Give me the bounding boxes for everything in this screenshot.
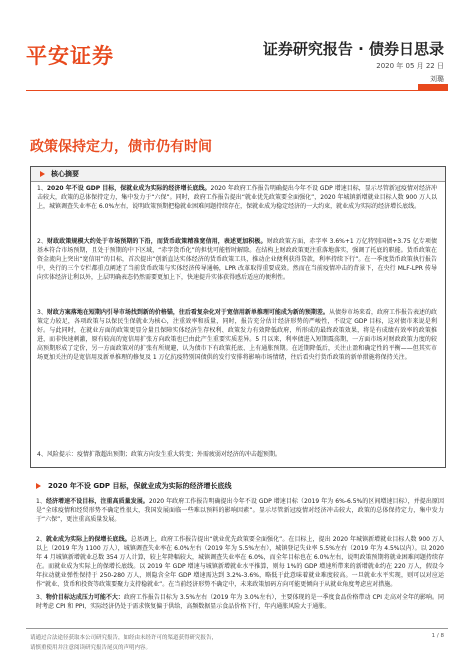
summary-item-text: 从债券市场来看，政府工作报告表述的政策定力较足，各项政策与以保民生保就业为核心，注重效率和质量，同时，报告充分估计经济形势的严峻性，不设定 GDP 目标，这对债市来说是利好。与此同时，在就业方面的政策更显分量且保障实体经济生存权利、政策发力有效降低政府，所形成的最终政策效果，将是有成绩有效率的政策推进，而非快速刺激，原有较高的宽信用扩张方向政策也已由此产生重要实质差异。5 月以来，利率债进入短期震荡期，一方面市场对财政政策力度的较高预期形成了定价，另一方面政策对的扩张有所规避，认为债市下有政策托底、上有通胀预期。在近期降低后，关注止盈和确定性的平衡——但其实市场更加关注的是宽信用及新单推理的修复及 1 万亿抗疫特别国债供的发行安排将影响市场情绪，往后看央行货币政策的新单措施将保持关注。 bbox=[37, 309, 437, 361]
body-item-lead: 经济增速不设目标，注重高质量发展。 bbox=[45, 498, 149, 505]
body-item-number: 3、 bbox=[36, 594, 46, 601]
summary-item-number: 4、 bbox=[37, 451, 47, 458]
summary-item-lead: 2020 年不设 GDP 目标，保就业成为实际的经济增长底线。 bbox=[46, 185, 211, 192]
body-item-text: 政府工作报告目标为 3.5%左右（2019 年为 3.0%左右），主要体现的是一季度食品价格带动 CPI 走高对全年的影响。同时考虑 CPI 和 PPI，实际经济仍处于需求恢复偏于供给，高频数据显示食品价格下行，年内通胀风险大于通胀。 bbox=[36, 594, 444, 610]
summary-item bbox=[37, 238, 437, 283]
report-author: 刘璐 bbox=[430, 75, 444, 83]
summary-box bbox=[30, 166, 446, 468]
page-headline: 政策保持定力，债市仍有时间 bbox=[30, 139, 212, 155]
summary-item-lead: 财政政策规模大约处于市场预期的下沿，而货币政策精准宽信用，表述更加积极。 bbox=[47, 238, 267, 245]
summary-label: 核心摘要 bbox=[51, 170, 79, 178]
report-title: 证券研究报告 · 债券日思录 bbox=[262, 40, 444, 58]
summary-item-lead: 财政方案落地在短期内引导市场找到新的价格锚，往后看复杂化对于宽信用新单推理可能成为新的预期差。 bbox=[46, 309, 329, 316]
summary-item-text: 财政政策方面，赤字率 3.6%+1 万亿特别国债+3.75 亿专项债基本符合市场预期，且处于预期的中下区域，“赤字货币化”的担忧可能暂时解除。在结构上财政政策更注重落地落实，强调了托底的职能。货币政策在资金流向上突出“宽信用”的目标，首次提出“创新直达实体经济的货币政策工具，推动企业便利获得贷款，利率持续下行”。在一季度货币政策执行报告中，央行的三个专栏都重点阐述了当前货币政策与实体经济传导通畅，LPR 改革取得重要成效。然而在当前疫情冲击的背景下，在央行 MLF-LPR 传导向实体经济让利以外，上层明确表态仍然需要更加上下，快速提升实体获得感后适应的便利性。 bbox=[37, 238, 437, 281]
summary-header bbox=[31, 167, 445, 182]
body-paragraph bbox=[36, 594, 444, 612]
report-date: 2020 年 05 月 22 日 bbox=[376, 62, 444, 70]
body-item-lead: 就业成为实际上的保增长底线。 bbox=[45, 536, 131, 543]
summary-item-number: 1、 bbox=[37, 185, 47, 192]
header-divider bbox=[26, 90, 448, 91]
body-item-lead: 物价目标达成压力可能不大： bbox=[45, 594, 124, 601]
triangle-bullet-icon bbox=[40, 171, 45, 177]
summary-item-text: 风险提示：疫情扩散超出预期；政策方向发生重大转变；外需疲弱对经济的冲击超预期。 bbox=[46, 451, 281, 458]
header-divider-accent bbox=[418, 84, 448, 90]
footer-disclaimer-line2: 请慎重使用并注意阅读研究报告尾页的声明内容。 bbox=[30, 645, 152, 651]
section-title: 2020 年不设 GDP 目标，保就业成为实际的经济增长底线 bbox=[48, 482, 232, 490]
summary-item-number: 2、 bbox=[37, 238, 48, 245]
summary-item bbox=[37, 451, 437, 460]
company-logo: 平安证券 bbox=[26, 44, 114, 68]
footer-divider bbox=[26, 628, 448, 629]
body-paragraph bbox=[36, 536, 444, 589]
body-paragraph bbox=[36, 498, 444, 525]
summary-item bbox=[37, 185, 437, 212]
body-item-number: 2、 bbox=[36, 536, 46, 543]
page-number: 1 / 8 bbox=[431, 633, 444, 639]
body-item-number: 1、 bbox=[36, 498, 46, 505]
summary-item-text: 2020 年政府工作报告明确提出今年不设 GDP 增速目标，显示尽管新冠疫情对经济冲击较大，政策的总体保持定力，集中发力于“六保”。同时，政府工作报告提出“就业优先政策要全面强化”，2020 年城镇新增就业目标人数 900 万人以上，城镇调查失业率在 6.0%左右，说明政策预期把稳就业困难问题持续存在，保就业成为稳定经济的一大约束，就业成为实际的经济增长底线。 bbox=[37, 185, 437, 210]
body-item-text: 总基调上，政府工作报告提出“就业优先政策要全面强化”。在目标上，提出 2020 年城镇新增就业目标人数 900 万人以上（2019 年为 1100 万人），城镇调查失业率在 6.0%左右（2019 年为 5.5%左右），城镇登记失业率 5.5%左右（2019 年为 4.5%以内）。以 2020 年 4 月城镇新增就业总数 354 万人计算，较上年降幅较大，城镇调查失业率在 6.0%，而全年目标也在 6.0%左右，说明政策预期将就业困难问题持续存在。而就业成为实际上的保增长底线。以 2019 年 GDP 增速与城镇新增就业水平推算，则每 1%的 GDP 增速所带来的新增就业约在 220 万人，假设今年拉动就业弹性保持于 250-280 万人，则隐含全年 GDP 增速需达到 3.2%-3.6%，略低于此意味着就业难度较高。一旦就业水平实现，则可以对应运作“就业、货币和投资等政策要聚力支持稳就业”。在当前经济形势不确定中，未来政策加码方向可能更倾向于从就业角度考虑应对措施。 bbox=[36, 536, 444, 588]
summary-item-number: 3、 bbox=[37, 309, 47, 316]
triangle-bullet-icon bbox=[36, 483, 41, 489]
footer-disclaimer-line1: 请通过合法途径获取本公司研究报告，如经由未经许可的渠道获得研究报告， bbox=[30, 635, 218, 641]
summary-item bbox=[37, 309, 437, 362]
body-item-text: 2020 年政府工作报告明确提出今年不设 GDP 增速目标（2019 年为 6%-6.5%的区间增速目标），并提出原因是“全球疫情和经贸形势不确定性很大，我国发展面临一些难以预料的影响因素”。显示尽管新冠疫情对经济冲击较大，政策的总体保持定力，集中发力于“六保”，更注重高质量发展。 bbox=[36, 498, 444, 523]
